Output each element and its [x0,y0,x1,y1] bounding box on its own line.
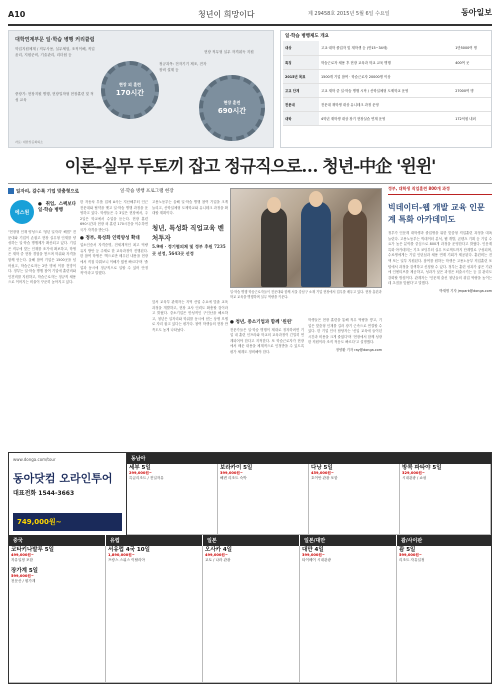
ad-tour-item: 보라카이 5일 399,000원~ 해변 리조트 숙박 [218,464,309,535]
ad-category-bar: 유럽 [106,535,202,546]
page-number: A10 [8,10,26,19]
ad-category-bar: 동남아 [127,453,491,464]
company-logo: 에스원 [10,200,34,224]
curriculum-graphic [8,30,274,148]
table-row: 특징 학습근로자 채용 후 현장 교육과 학교 교육 병행 400여 곳 [283,55,491,69]
graphic-right-note: 현장 직무형 실무 자격취득 지원 [204,50,254,54]
article-lead: ● 취업, 스펙보다 일·학습 병행 [38,202,76,213]
photo-person [261,207,287,287]
graphic-left-note: 중장기: 현장지원 병행, 현장밀착형 현장훈련 및 적성 교육 [15,92,94,102]
graphic-intro: 학업지원체계 / 직무사용, 실무체험, 조직이해, 직업윤리, 지원준비, 기술관리, 리더쉽 등 [15,47,95,57]
ad-tour-item: 대만 4일 399,000원~ 타이베이 시내관광 [300,546,397,683]
sidebar-body: 정부가 인문계 대학생과 졸업생을 위한 맞춤형 직업훈련 과정을 대폭 늘린다. 고용노동부는 빅데이터 분석, 웹 개발, 콘텐츠 기획 등 기업 수요가 높은 분야를 중심으로 800개 과정을 운영한다고 밝혔다. 인문계 특화 아카데미는 기초 코딩부터 실무 프로젝트까지 단계별로 구성되며, 수료생에게는 기업 인턴십과 채용 연계 기회가 제공된다. 훈련비는 전액 또는 일부 지원된다. 참여를 원하는 학생은 고용노동부 직업훈련 포털에서 과정을 검색하고 신청할 수 있다. 정부는 훈련 성과가 좋은 기관에 인센티브를 제공하고, 성과가 낮은 과정은 퇴출시키는 등 질 관리도 강화할 방침이다. 관계자는 '인문계 출신 청년들의 취업 역량을 높이는 데 초점을 맞췄다'고 말했다. 박재명 기자 jmpark@donga.com [388,231,492,293]
table-row: 고교 단계 고교 재학 중 일·학습 병행 시작 / 산학일체형 도제학교 운영 27000여 명 [283,83,491,97]
byline: 정양환 기자 ray@donga.com [335,347,382,352]
article-column-5: 학생들은 현장 훈련을 통해 직무 역량을 쌓고, 기업은 맞춤형 인재를 길러 장기 근속으로 연결할 수 있다. 한 기업 인사 담당자는 '신입 교육에 들이던 시간과 비용을 크게 줄였다'며 '현장에서 함께 성장한 직원이라 조직 적응도 빠르다'고 설명했다. 정양환 기자 ray@donga.com [308,318,382,352]
article-column-2: 한 자동차 부품 업체 A사는 지난해부터 인근 전문대와 협약을 맺고 일·학습 병행 과정을 운영하고 있다. 학생들은 주 3일은 현장에서, 주 2일은 학교에서 수업을 듣는다. 현장 훈련 690시간과 현장 외 훈련 170시간을 이수하면 국가 자격을 받는다. ● 정부, 특성화 인력양성 확대 업소인증서 자격증명, 전세계적인 최고 역량 유지 방안 등 주제로 한 교육과정이 진행된다. 한 참여 학생은 '책으로만 배우던 내용을 현장에서 직접 다뤄보니 이해가 훨씬 빠르다'며 '졸업과 동시에 정규직으로 일할 수 있어 안정적'이라고 말했다. [80,200,148,276]
gear-offsite-training: 현장 외 훈련 170시간 [101,61,159,119]
article-column-1: "현장형 인재 양성으로 '청년 일자리' 해법" 전문대와 기업이 손잡고 현장 실무형 인재를 양성하는 일·학습 병행제가 확산되고 있다. 기업은 직무에 맞는 인재를 조기에 확보하고, 학생은 재학 중 현장 경험을 쌓으며 학위와 자격을 함께 얻는다. 올해 참여 기업은 1500곳을 넘어섰고, 학습근로자는 2만 명에 이를 전망이다. 정부는 일·학습 병행 참여 기업에 훈련비와 인건비를 지원하고, 학습근로자는 정규직 채용으로 이어지는 비율이 꾸준히 높아지고 있다. [8,230,76,285]
program-overview-table [280,30,492,148]
ad-brand-name: 동아닷컴 오라인투어 [13,472,113,485]
issue-date: 제 29458호 2015년 5월 6일 수요일 [308,11,390,17]
ad-tour-item: 코타키나발루 5일 499,000원~ 자유일정 포함 장가계 5일 599,000원~ 천문산 / 원가계 [9,546,106,683]
newspaper-logo: 동아일보 [461,7,492,17]
sidebar-byline: 박재명 기자 jmpark@donga.com [439,288,492,293]
ad-tour-item: 서유럽 4국 10일 1,890,000원~ 프랑스 스위스 이탈리아 [106,546,203,683]
article-tag-sub: 일·학습 병행 프로그램 현장 [120,189,174,194]
tag-marker-icon [8,188,14,194]
ad-tour-item: 괌 5일 599,000원~ 리조트 자유일정 [397,546,491,683]
ad-tour-item: 방콕 파타야 5일 329,000원~ 시내관광 / 쇼핑 [400,464,491,535]
ad-category-bar: 괌/사이판 [397,535,491,546]
photo-caption: 일·학습 병행 학습근로자들이 전문대와 함께 서울 강남구 소재 기업 현장에서 업무를 배우고 있다. 현장 훈련과 학교 교육을 병행하며 실무 역량을 키운다. [230,290,382,299]
table-row: 대상 고교·대학 졸업자 및 재학생 등 (만15~34세) 1만5000여 명 [283,41,491,55]
ad-phone: 대표전화 1544-3663 [13,490,75,497]
ad-category-bar: 일본/대만 [300,535,396,546]
article-column-3-top: 고용노동부는 올해 일·학습 병행 참여 기업을 크게 늘리고, 산학일체형 도제학교와 유니테크 과정을 확대할 계획이다. [152,200,228,216]
table-row: 2015년 목표 1500개 기업 참여 · 학습근로자 20000명 이상 [283,69,491,83]
table-row: 대학 4학년 재학생 대상 장기 현장실습 연계 운영 172억원 내외 [283,111,491,125]
sidebar-headline: 빅데이터-웹 개발 교육 인문계 특화 아카데미도 [388,202,485,224]
page-header [8,4,492,26]
table-title: 일·학습 병행제도 개요 [285,34,329,39]
ad-category-bar: 일본 [203,535,299,546]
gear-onsite-training: 현장 훈련 690시간 [199,75,265,141]
ad-tour-item: 오사카 4일 499,000원~ 교토 / 나라 관광 [203,546,300,683]
article-column-4: ● 청년, 중소기업과 함께 '윈윈' 전문가들은 일·학습 병행이 제대로 정착하려면 기업 내 훈련 인프라와 학교의 교육과정이 긴밀히 연계되어야 한다고 지적한다. 또 학습근로자가 현장에서 배운 내용을 체계적으로 인정받을 수 있도록 평가 체계도 정비해야 한다. [230,320,304,354]
graphic-mid-note: 정규과목: 전자기기 제조, 전자장비 설계 등 [159,62,207,72]
section-title: 청년이 희망이다 [198,10,255,19]
pull-quote: 청년, 특성화 직업교육 벤처투자 5.9배 · 정기협의체 및 정부 후원 7235곳 선정, 5643곳 선정 [152,224,226,256]
ad-tour-item: 다낭 5일 459,000원~ 호이안 관광 포함 [309,464,400,535]
graphic-title: 대학연계부문 일·학습 병행 커리큘럼 [15,37,95,43]
main-headline: 이론-실무 두토끼 잡고 정규직으로… 청년-中企 '윈윈' [8,152,492,184]
table-row: 전문대 전문대 재학생 대상 유니테크 과정 운영 [283,97,491,111]
travel-ad-block [8,452,492,684]
photo-person [301,201,331,287]
article-photo [230,188,382,288]
photo-person [343,209,367,287]
graphic-source: 자료: 대한상공회의소 [15,140,44,144]
ad-category-bar: 중국 [9,535,105,546]
ad-featured-price: 749,000원~ [13,513,122,531]
sidebar-article [388,186,492,439]
ad-brand-panel: www.donga.com/tour 동아닷컴 오라인투어 대표전화 1544-3663 749,000원~ [9,453,127,535]
article-column-3: 앞서 교육부 관계자는 지역 산업 수요에 맞춘 교육과정을 개발하고, 현장 교사 인력도 확충할 것이라고 밝혔다. 중소기업은 만성적인 구인난을 해소하고, 청년은 일자리와 학위를 동시에 얻는 상생 모델로 자리 잡고 있다는 평가다. 참여 학생들의 현장 만족도도 높게 나타났다. [152,300,228,332]
ad-tour-item: 세부 5일 299,000원~ 특급리조트 / 전일자유 [127,464,218,535]
sidebar-tag: 정부, 대학생 직업훈련 800개 과정 [388,186,492,195]
article-tag-main: 일자리, 갈수록 기업 맞춤형으로 [8,188,79,198]
